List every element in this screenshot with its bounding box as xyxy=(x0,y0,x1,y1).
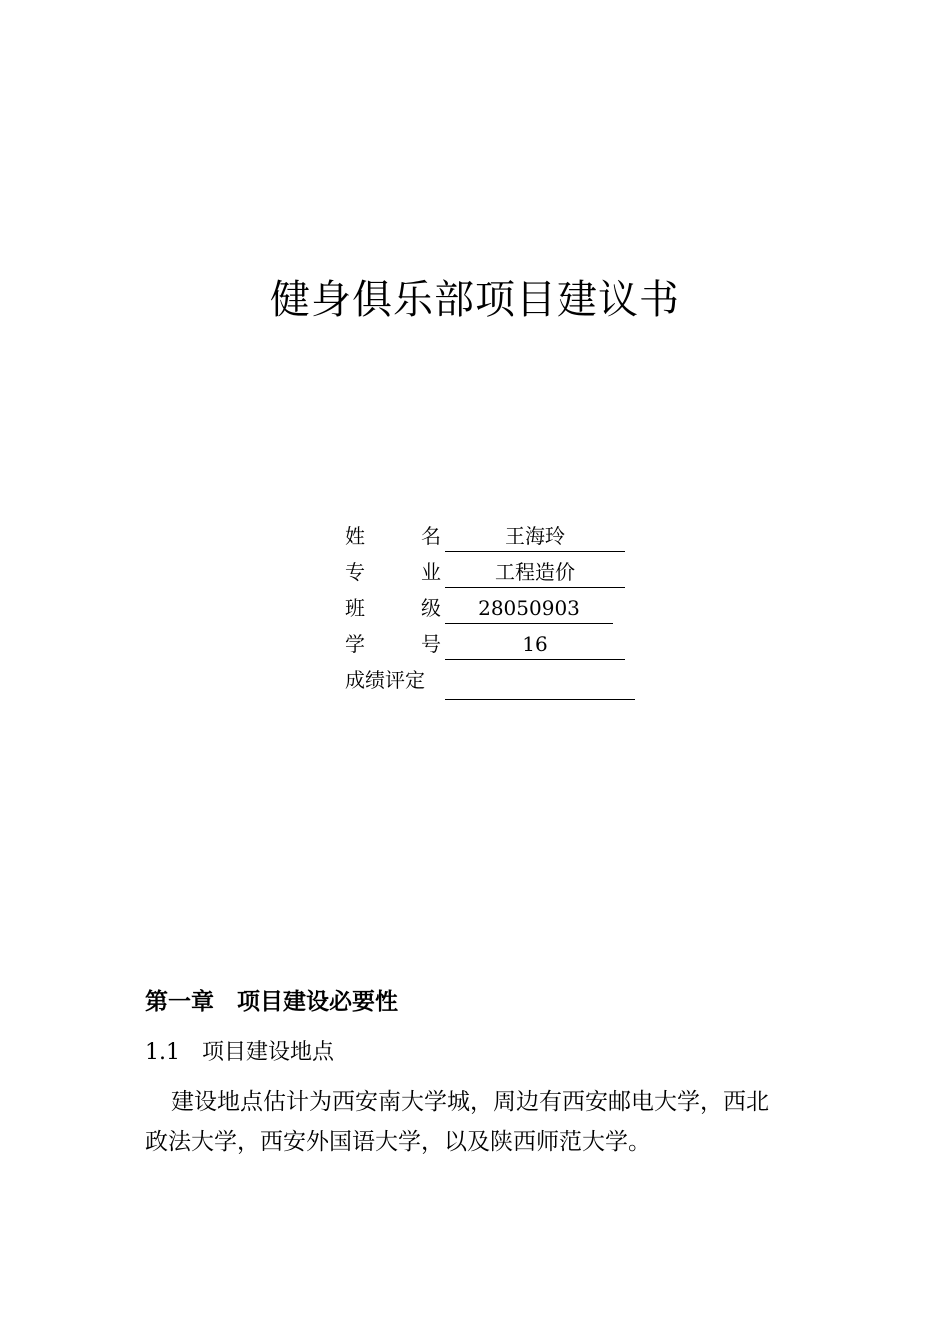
chapter-heading: 第一章 项目建设必要性 xyxy=(145,988,398,1015)
label-char: 班 xyxy=(345,596,365,620)
student-id-value: 16 xyxy=(445,628,625,660)
class-value: 28050903 xyxy=(445,592,613,624)
label-char: 号 xyxy=(421,632,441,656)
info-label xyxy=(345,520,441,552)
label-char: 业 xyxy=(421,560,441,584)
document-title: 健身俱乐部项目建议书 xyxy=(270,277,680,323)
label-char: 姓 xyxy=(345,524,365,548)
grade-label: 成绩评定 xyxy=(345,668,425,692)
label-char: 学 xyxy=(345,632,365,656)
major-value: 工程造价 xyxy=(445,556,625,588)
info-label xyxy=(345,556,441,588)
info-label xyxy=(345,592,441,624)
label-char: 专 xyxy=(345,560,365,584)
info-label xyxy=(345,628,441,660)
body-paragraph: 建设地点估计为西安南大学城，周边有西安邮电大学，西北政法大学，西安外国语大学，以及陕西师范大学。 xyxy=(145,1089,769,1155)
label-char: 级 xyxy=(421,596,441,620)
label-char: 名 xyxy=(421,524,441,548)
name-value: 王海玲 xyxy=(445,520,625,552)
section-heading: 1.1 项目建设地点 xyxy=(145,1040,334,1065)
grade-value xyxy=(445,668,635,700)
